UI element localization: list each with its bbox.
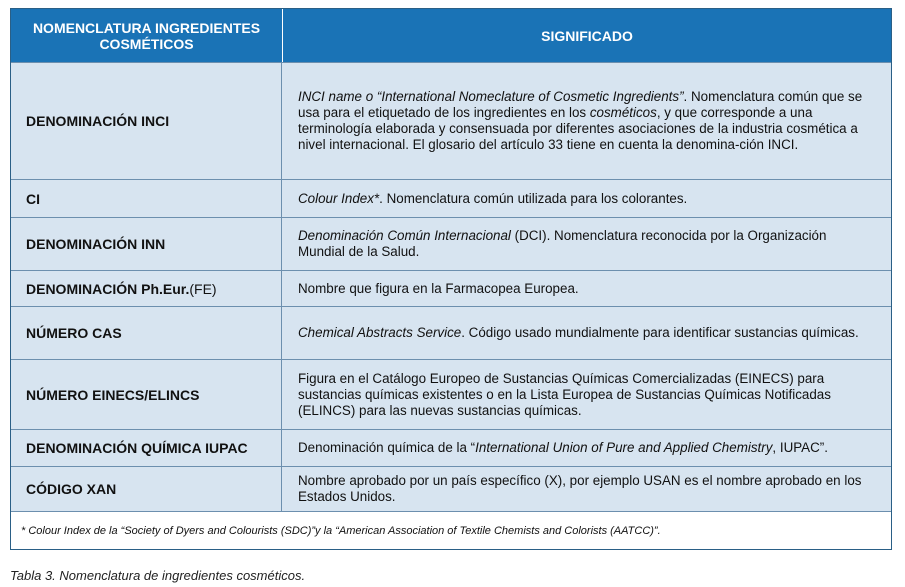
table-caption: Tabla 3. Nomenclatura de ingredientes cosméticos. (10, 568, 306, 583)
row-term: NÚMERO CAS (11, 307, 282, 359)
row-term: DENOMINACIÓN QUÍMICA IUPAC (11, 430, 282, 466)
row-description: Figura en el Catálogo Europeo de Sustancias Químicas Comercializadas (EINECS) para sustancias químicas existentes o en la Lista Europea de Sustancias Químicas Notificadas (ELINCS) para las nuevas sustancias químicas. (298, 370, 831, 418)
table-row (11, 466, 891, 511)
table-row (11, 62, 891, 179)
row-term: DENOMINACIÓN INCI (11, 63, 282, 179)
row-term: CÓDIGO XAN (11, 467, 282, 511)
row-description: Nombre aprobado por un país específico (X), por ejemplo USAN es el nombre aprobado en los Estados Unidos. (298, 473, 862, 504)
footnote: * Colour Index de la “Society of Dyers and Colourists (SDC)”y la “American Association of Textile Chemists and Colorists (AATCC)”. (11, 511, 891, 549)
table-header (11, 9, 891, 62)
row-term: NÚMERO EINECS/ELINCS (11, 360, 282, 429)
row-term: CI (11, 180, 282, 217)
row-description: Denominación Común Internacional (DCI). Nomenclatura reconocida por la Organización Mundial de la Salud. (298, 228, 827, 259)
table-row (11, 429, 891, 466)
row-description: Colour Index*. Nomenclatura común utilizada para los colorantes. (298, 190, 688, 206)
table-row (11, 306, 891, 359)
table-row (11, 217, 891, 270)
row-description: Nombre que figura en la Farmacopea Europea. (298, 280, 579, 296)
row-term: DENOMINACIÓN INN (11, 218, 282, 270)
table-row (11, 179, 891, 217)
row-description: INCI name o “International Nomeclature of Cosmetic Ingredients”. Nomenclatura común que se usa para el etiquetado de los ingredientes en los cosméticos, y que corresponde a una terminología elaborada y consensuada por diferentes asociaciones de la industria cosmética a nivel internacional. El glosario del artículo 33 tiene en cuenta la denomina-ción INCI. (298, 89, 863, 152)
row-description: Chemical Abstracts Service. Código usado mundialmente para identificar sustancias químicas. (298, 325, 859, 340)
table-row (11, 359, 891, 429)
table-row (11, 270, 891, 306)
row-description: Denominación química de la “International Union of Pure and Applied Chemistry, IUPAC”. (298, 440, 828, 455)
header-significado: SIGNIFICADO (541, 27, 633, 44)
row-term: DENOMINACIÓN Ph.Eur. (FE) (11, 271, 282, 306)
header-nomenclatura: NOMENCLATURA INGREDIENTES COSMÉTICOS (11, 9, 283, 62)
nomenclature-table (10, 8, 892, 550)
